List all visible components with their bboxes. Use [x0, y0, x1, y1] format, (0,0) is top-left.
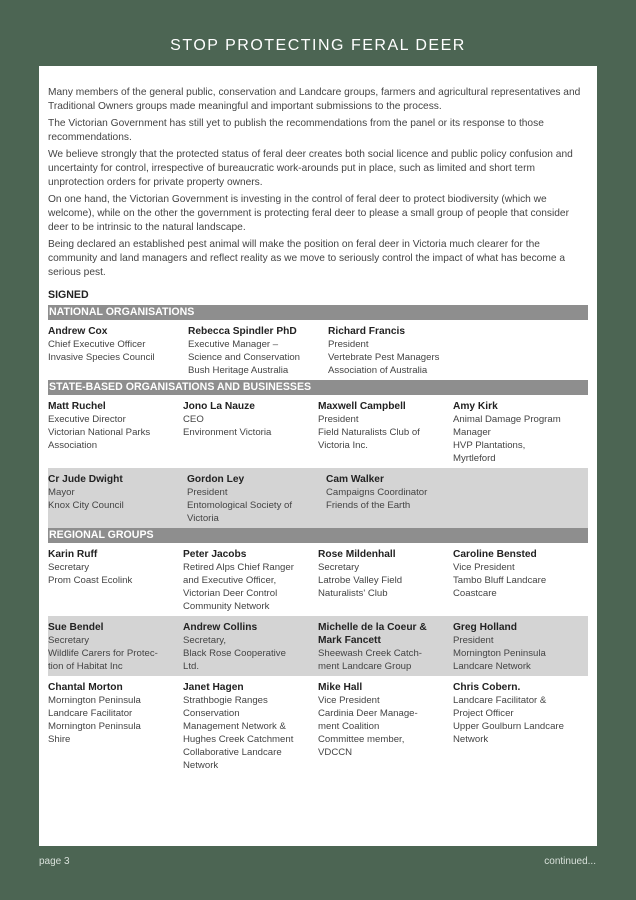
paragraph: We believe strongly that the protected status of feral deer creates both social licence and public policy confusion and uncertainty for control, irrespective of bureaucratic work-arounds put in place, such as limited and short term unprotection orders for private property owners. — [48, 149, 573, 188]
signatory-detail: Victoria Inc. — [318, 440, 368, 451]
continued-label: continued... — [544, 856, 596, 867]
signatory — [453, 621, 588, 673]
signatory-detail: Wildlife Carers for Protec- — [48, 648, 158, 659]
signatory — [318, 548, 453, 613]
signatory-name: Michelle de la Coeur & Mark Fancett — [318, 622, 427, 646]
signatory-detail: Conservation — [183, 708, 240, 719]
signatory-detail: Secretary — [48, 562, 90, 573]
signatory-name: Chris Cobern. — [453, 682, 521, 693]
signatory-detail: Landcare Network — [453, 661, 531, 672]
signatory-name: Richard Francis — [328, 326, 405, 337]
signed-label: SIGNED — [48, 289, 89, 301]
signatory-row — [48, 676, 588, 775]
signatories — [48, 305, 588, 775]
signatory-name: Greg Holland — [453, 622, 517, 633]
signatory — [326, 473, 465, 525]
paragraph: Being declared an established pest animal will make the position on feral deer in Victoria much clearer for the community and land managers and reflect reality as we move to seriously control the impact of what has become a serious pest. — [48, 239, 565, 278]
signatory-detail: Association — [48, 440, 98, 451]
signatory-detail: ment Coalition — [318, 721, 380, 732]
signatory-detail: President — [318, 414, 359, 425]
signatory — [318, 400, 453, 465]
signatory-detail: Naturalists' Club — [318, 588, 388, 599]
signatory-detail: Latrobe Valley Field — [318, 575, 403, 586]
signatory-detail: Tambo Bluff Landcare — [453, 575, 547, 586]
signatory-detail: Friends of the Earth — [326, 500, 411, 511]
signatory-detail: Sheewash Creek Catch- — [318, 648, 422, 659]
signatory — [318, 621, 453, 673]
signatory-row — [48, 616, 588, 676]
signatory-detail: Secretary, — [183, 635, 227, 646]
signatory — [183, 621, 318, 673]
signatory-detail: Victorian National Parks — [48, 427, 151, 438]
signatory-detail: Victorian Deer Control — [183, 588, 278, 599]
signatory-detail: Vice President — [318, 695, 380, 706]
signatory — [453, 681, 588, 772]
signatory-detail: Committee member, — [318, 734, 405, 745]
section-header: REGIONAL GROUPS — [48, 528, 588, 543]
signatory-detail: Victoria — [187, 513, 219, 524]
signatory-detail: Prom Coast Ecolink — [48, 575, 133, 586]
signatory-name: Janet Hagen — [183, 682, 244, 693]
signatory-detail: Environment Victoria — [183, 427, 272, 438]
page-title: STOP PROTECTING FERAL DEER — [170, 37, 466, 54]
signatory-name: Caroline Bensted — [453, 549, 537, 560]
signatory-name: Andrew Cox — [48, 326, 108, 337]
signatory-detail: President — [453, 635, 494, 646]
signatory-row — [48, 543, 588, 616]
signatory-detail: Secretary — [318, 562, 360, 573]
signatory-name: Gordon Ley — [187, 474, 245, 485]
signatory-detail: Entomological Society of — [187, 500, 293, 511]
signatory — [453, 548, 588, 613]
signatory-detail: Executive Director — [48, 414, 126, 425]
signatory-detail: Shire — [48, 734, 71, 745]
signatory-detail: Black Rose Cooperative — [183, 648, 286, 659]
signatory-detail: Manager — [453, 427, 491, 438]
signatory — [48, 473, 187, 525]
paragraph: The Victorian Government has still yet to publish the recommendations from the panel or its response to those recommendations. — [48, 118, 544, 143]
signatory — [48, 681, 183, 772]
signatory — [318, 681, 453, 772]
signatory-detail: Science and Conservation — [188, 352, 300, 363]
signatory-name: Cr Jude Dwight — [48, 474, 123, 485]
signatory-detail: Collaborative Landcare — [183, 747, 282, 758]
signatory-row — [48, 468, 588, 528]
signatory-detail: Project Officer — [453, 708, 514, 719]
signatory — [187, 473, 326, 525]
signatory-detail: Hughes Creek Catchment — [183, 734, 294, 745]
signatory-detail: Secretary — [48, 635, 90, 646]
signatory — [48, 400, 183, 465]
signatory-name: Mike Hall — [318, 682, 363, 693]
signatory-row — [48, 320, 588, 380]
signatory-name: Rose Mildenhall — [318, 549, 396, 560]
signatory-detail: CEO — [183, 414, 204, 425]
signatory-row — [48, 395, 588, 468]
section-header: STATE-BASED ORGANISATIONS AND BUSINESSES — [48, 380, 588, 395]
signatory — [328, 325, 468, 377]
signatory-detail: and Executive Officer, — [183, 575, 277, 586]
signatory-name: Amy Kirk — [453, 401, 498, 412]
signatory-detail: Executive Manager – — [188, 339, 279, 350]
signatory-name: Chantal Morton — [48, 682, 123, 693]
signatory-detail: Network — [183, 760, 219, 771]
signatory-detail: Field Naturalists Club of — [318, 427, 420, 438]
signatory-name: Karin Ruff — [48, 549, 98, 560]
signatory-detail: Community Network — [183, 601, 270, 612]
signatory-detail: Coastcare — [453, 588, 497, 599]
signatory-detail: Mayor — [48, 487, 75, 498]
signatory-detail: HVP Plantations, — [453, 440, 526, 451]
signatory-detail: Campaigns Coordinator — [326, 487, 428, 498]
signatory-detail: Myrtleford — [453, 453, 496, 464]
signatory-detail: Upper Goulburn Landcare — [453, 721, 564, 732]
signatory — [453, 400, 588, 465]
signatory — [48, 325, 188, 377]
signatory-detail: Landcare Facilitator & — [453, 695, 547, 706]
signatory — [183, 400, 318, 465]
signatory-detail: Vice President — [453, 562, 515, 573]
signatory — [188, 325, 328, 377]
signatory-detail: ment Landcare Group — [318, 661, 412, 672]
page-number: page 3 — [39, 856, 70, 867]
signatory-name: Andrew Collins — [183, 622, 258, 633]
signatory — [48, 548, 183, 613]
signatory-detail: Invasive Species Council — [48, 352, 155, 363]
signatory-detail: Network — [453, 734, 489, 745]
signatory-name: Cam Walker — [326, 474, 384, 485]
signatory-detail: Association of Australia — [328, 365, 428, 376]
signatory-detail: Ltd. — [183, 661, 200, 672]
signatory-name: Sue Bendel — [48, 622, 104, 633]
paragraph: Many members of the general public, conservation and Landcare groups, farmers and agricultural representatives and Traditional Owners groups made meaningful and important submissions to the process. — [48, 87, 581, 112]
signatory-detail: Animal Damage Program — [453, 414, 561, 425]
signatory-detail: President — [187, 487, 228, 498]
paragraph: On one hand, the Victorian Government is investing in the control of feral deer to protect biodiversity (which we welcome), while on the other the government is protecting feral deer to please a small group of people that consider deer to be intrinsic to the natural landscape. — [48, 194, 569, 233]
signatory-detail: Chief Executive Officer — [48, 339, 146, 350]
signatory-name: Rebecca Spindler PhD — [188, 326, 297, 337]
signatory-detail: Cardinia Deer Manage- — [318, 708, 418, 719]
signatory-detail: Landcare Facilitator — [48, 708, 133, 719]
signatory-detail: Retired Alps Chief Ranger — [183, 562, 294, 573]
signatory-detail: VDCCN — [318, 747, 353, 758]
signatory-detail: Management Network & — [183, 721, 286, 732]
signatory-detail: Mornington Peninsula — [453, 648, 546, 659]
signatory-detail: Vertebrate Pest Managers — [328, 352, 440, 363]
content-card — [39, 66, 597, 846]
signatory — [183, 548, 318, 613]
signatory-name: Matt Ruchel — [48, 401, 106, 412]
signatory-detail: Mornington Peninsula — [48, 695, 141, 706]
signatory — [183, 681, 318, 772]
signatory-detail: President — [328, 339, 369, 350]
signatory-name: Maxwell Campbell — [318, 401, 406, 412]
signatory-detail: tion of Habitat Inc — [48, 661, 123, 672]
signatory-name: Jono La Nauze — [183, 401, 255, 412]
signatory-detail: Bush Heritage Australia — [188, 365, 289, 376]
intro-text — [48, 86, 588, 280]
section-header: NATIONAL ORGANISATIONS — [48, 305, 588, 320]
signatory-detail: Strathbogie Ranges — [183, 695, 268, 706]
signatory-name: Peter Jacobs — [183, 549, 247, 560]
signatory-detail: Mornington Peninsula — [48, 721, 141, 732]
signatory — [48, 621, 183, 673]
signatory-detail: Knox City Council — [48, 500, 124, 511]
